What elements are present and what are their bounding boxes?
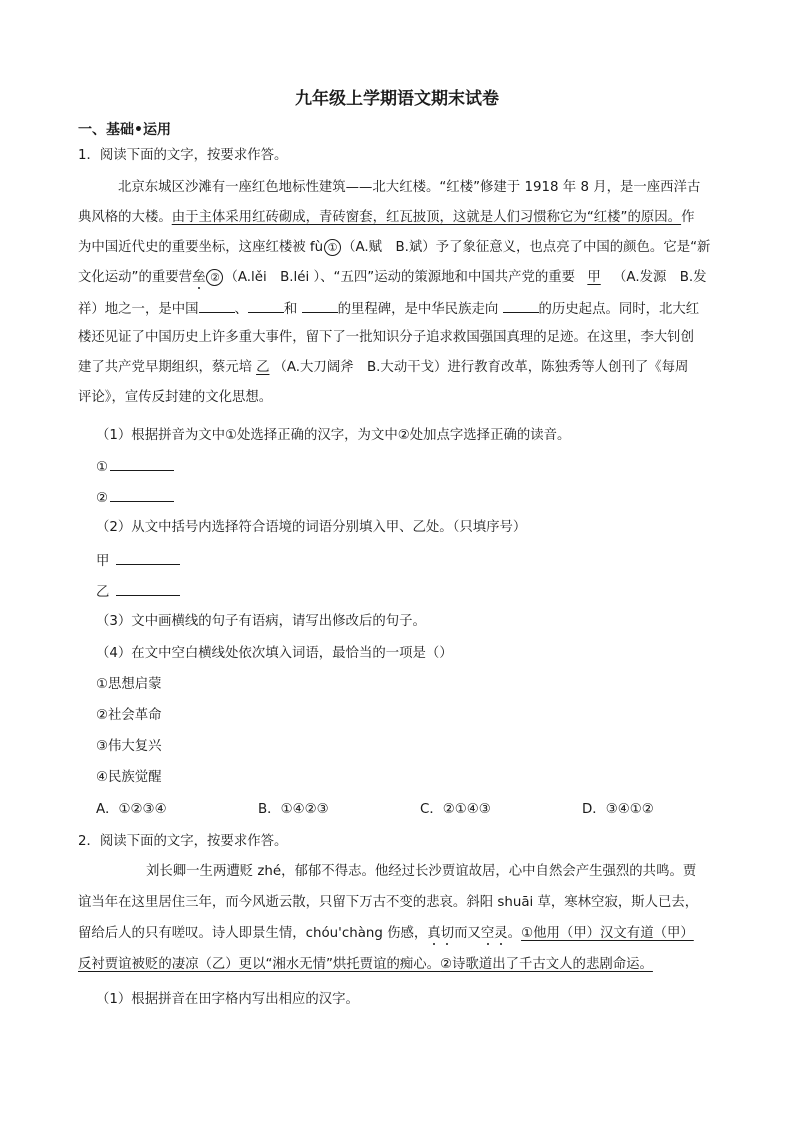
passage-text: （A.发源 B.发 — [613, 270, 707, 285]
passage-line-7 — [78, 358, 688, 378]
passage-text: 的里程碑，是中华民族走向 — [337, 302, 499, 317]
underlined-sentence: ①他用（甲）汉文有道（甲） — [521, 926, 694, 941]
answer-row-2 — [96, 487, 174, 509]
passage-text: 的历史起点。同时，北大红 — [538, 302, 700, 317]
dotted-character: 垒 — [192, 270, 206, 285]
passage-text: 建了共产党早期组织，蔡元培 — [78, 360, 253, 375]
option-item: ③伟大复兴 — [96, 739, 162, 754]
q2-subquestion-1: （1）根据拼音在田字格内写出相应的汉字。 — [96, 992, 359, 1007]
passage-text: 为中国近代史的重要坐标，这座红楼被 fù — [78, 240, 324, 255]
q2-passage-line-1: 刘长卿一生两遭贬 zhé，郁郁不得志。他经过长沙贾谊故居，心中自然会产生强烈的共鸣。贾 — [146, 864, 697, 879]
subquestion-2: （2）从文中括号内选择符合语境的词语分别填入甲、乙处。（只填序号） — [96, 520, 527, 535]
question-2-stem: 2．阅读下面的文字，按要求作答。 — [78, 834, 288, 849]
answer-blank[interactable] — [110, 487, 174, 502]
dotted-character: 空 — [480, 926, 495, 941]
subquestion-4: （4）在文中空白横线处依次填入词语，最恰当的一项是（） — [96, 646, 453, 661]
choice-b[interactable]: B．①④②③ — [258, 802, 329, 817]
passage-text: 留给后人的只有嗟叹。诗人即景生情，chóu'chàng 伤感， — [78, 926, 428, 941]
passage-text: （A.大刀阔斧 B.大动干戈）进行教育改革，陈独秀等人创刊了《每周 — [273, 360, 689, 375]
fill-blank[interactable] — [248, 298, 284, 313]
passage-text: 而又 — [454, 926, 481, 941]
q2-passage-line-4 — [78, 955, 653, 975]
section-heading: 一、基础•运用 — [78, 122, 171, 138]
answer-blank[interactable] — [116, 550, 180, 565]
passage-text: （A.赋 B.斌）予了象征意义，也点亮了中国的颜色。它是“新 — [342, 240, 711, 255]
passage-text: 、 — [234, 302, 248, 317]
answer-label: ① — [96, 460, 109, 475]
answer-row-yi — [96, 581, 180, 603]
passage-line-5 — [78, 298, 699, 320]
choice-a[interactable]: A．①②③④ — [96, 802, 167, 817]
answer-label: 甲 — [96, 554, 110, 569]
fill-blank[interactable] — [199, 298, 235, 313]
passage-line-1: 北京东城区沙滩有一座红色地标性建筑——北大红楼。“红楼”修建于 1918 年 8 月，是一座西洋古 — [118, 180, 701, 195]
subquestion-1: （1）根据拼音为文中①处选择正确的汉字，为文中②处加点字选择正确的读音。 — [96, 428, 571, 443]
option-item: ①思想启蒙 — [96, 677, 162, 692]
answer-blank[interactable] — [110, 456, 174, 471]
passage-line-3 — [78, 238, 710, 258]
q2-passage-line-3 — [78, 924, 694, 944]
blank-yi: 乙 — [256, 360, 270, 375]
q2-passage-line-2: 谊当年在这里居住三年，而今风逝云散，只留下万古不变的悲哀。斜阳 shuāi 草，寒林空寂，斯人已去， — [78, 895, 699, 910]
passage-text: 和 — [283, 302, 298, 317]
fill-blank[interactable] — [503, 298, 539, 313]
underlined-sentence: ②诗歌道出了千古文人的悲剧命运。 — [440, 957, 653, 972]
answer-row-1 — [96, 456, 174, 478]
passage-text: 作 — [681, 210, 695, 225]
choice-c[interactable]: C．②①④③ — [420, 802, 491, 817]
dotted-character: 切 — [440, 926, 455, 941]
passage-text: 典风格的大楼。 — [78, 210, 172, 225]
option-item: ④民族觉醒 — [96, 770, 162, 785]
answer-row-jia — [96, 550, 180, 572]
answer-label: 乙 — [96, 585, 110, 600]
dotted-character: 灵 — [494, 926, 508, 941]
answer-blank[interactable] — [116, 581, 180, 596]
subquestion-3: （3）文中画横线的句子有语病，请写出修改后的句子。 — [96, 614, 426, 629]
underlined-sentence: 由于主体采用红砖砌成，青砖窗套，红瓦披顶，这就是人们习惯称它为“红楼”的原因。 — [171, 210, 682, 225]
passage-line-2 — [78, 208, 694, 228]
fill-blank[interactable] — [302, 298, 338, 313]
circled-number-2: ② — [206, 269, 223, 286]
choice-d[interactable]: D．③④①② — [582, 802, 654, 817]
underlined-sentence: 反衬贾谊被贬的凄凉（乙）更以“湘水无情”烘托贾谊的痴心。 — [78, 957, 441, 972]
passage-line-8: 评论》，宣传反封建的文化思想。 — [78, 390, 273, 405]
blank-jia: 甲 — [587, 270, 601, 285]
option-item: ②社会革命 — [96, 708, 162, 723]
passage-text: 文化运动”的重要营 — [78, 270, 193, 285]
passage-text: （A.lěi B.léi ）、“五四”运动的策源地和中国共产党的重要 — [224, 270, 576, 285]
circled-number-1: ① — [324, 239, 341, 256]
passage-text: 祥）地之一，是中国 — [78, 302, 199, 317]
passage-line-6: 楼还见证了中国历史上许多重大事件，留下了一批知识分子追求救国强国真理的足迹。在这里，李大钊创 — [78, 330, 694, 345]
page-title: 九年级上学期语文期末试卷 — [295, 89, 499, 109]
question-1-stem: 1．阅读下面的文字，按要求作答。 — [78, 148, 288, 163]
passage-line-4 — [78, 268, 707, 288]
passage-text: 。 — [507, 926, 522, 941]
answer-label: ② — [96, 491, 109, 506]
dotted-character: 真 — [427, 926, 441, 941]
